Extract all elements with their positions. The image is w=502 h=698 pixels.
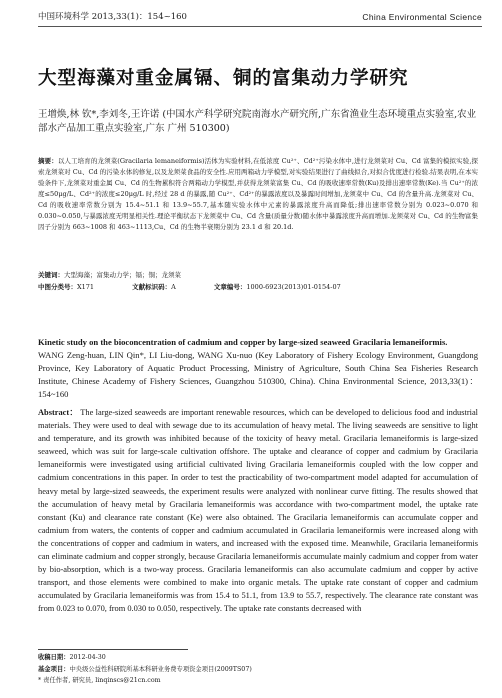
footnote-divider: [38, 649, 188, 650]
abstract-cn-label: 摘要：: [38, 157, 58, 165]
doc-code-label: 文献标识码：: [132, 283, 172, 291]
received-date: [38, 652, 478, 664]
clc-value: X171: [77, 283, 95, 291]
funding: [38, 664, 478, 676]
keywords-cn: [38, 269, 478, 281]
abstract-cn-text: 以人工培育的龙须菜(Gracilaria lemaneiformis)活体为实验材料,在低浓度 Cu²⁺、Cd²⁺污染水体中,进行龙须菜对 Cu、Cd 富集的模拟实验,探索龙须菜对 Cu、Cd 的污染水体的修复,以及龙须菜食品的安全性.应用两箱动力学模型,对实验结果进行了曲线拟合,对拟合优度进行检验.结果表明,在本实验条件下,龙须菜对重金属 Cu、Cd 的生物累积符合两箱动力学模型,并获得龙须菜富集 Cu、Cd 的吸收速率常数(Ku)及排出速率常数(Ke).当 Cu²⁺的浓度≤50μg/L、Cd²⁺的浓度≤20μg/L 时,经过 28 d 的暴露,随 Cu²⁺、Cd²⁺的暴露浓度以及暴露时间增加,龙须菜中 Cu、Cd 的含量升高.龙须菜对 Cu、Cd 的吸收速率常数分别为 15.4~51.1 和 13.9~55.7,基本随实验水体中元素的暴露浓度升高而降低;排出速率常数分别为 0.023~0.070 和 0.030~0.050,与暴露浓度无明显相关性.理论平衡状态下龙须菜中 Cu、Cd 含量(质量分数)随水体中暴露浓度升高而增加.龙须菜对 Cu、Cd 的生物富集因子分别为 663~1008 和 463~1113,Cu、Cd 的生物半衰期分别为 23.1 d 和 20.1d.: [38, 157, 479, 231]
paper-title: 大型海藻对重金属镉、铜的富集动力学研究: [38, 68, 409, 89]
keywords-cn-text: 大型海藻；富集动力学；镉；铜；龙须菜: [64, 271, 181, 279]
abstract-en-text: The large-sized seaweeds are important renewable resources, which can be developed to delicious food and industrial materials. They were used to deal with sewage due to its accumulation of heavy metal. The living seaweeds are sensitive to light and temperature, and its growth was inhibited because of the toxicity of heavy metal. Gracilaria lemaneiformis is large-sized seaweed, which was suit for large-scale cultivation offshore. The uptake and clearance of copper and cadmium by Gracilaria lemaneiformis were investigated using artificial cultivated living Gracilaria lemaneiformis coupled with the low copper and cadmium concentrations in this paper. In order to test the practicability of two-compartment model adapted for accumulation of heavy metal by large-sized seaweeds, the experiment results were analyzed with nonlinear curve fitting. The results showed that the accumulation of heavy metal by Gracilaria lemaneiformis was accordance with two-compartment model, the uptake rate constant (Ku) and clearance rate constant (Ke) were also obtained. The Gracilaria lemaneiformis can accumulate copper and cadmium from waters, the contents of copper and cadmium accumulated in Gracilaria lemaneiformis were increased along with the concentrations of copper and cadmium in waters, and increased with the exposed time. Meanwhile, Gracilaria lemaneiformis can eliminate cadmium and copper strongly, because Gracilaria lemaneiformis accumulate mainly cadmium and copper from water by bio-absorption, which is a two-way process. Gracilaria lemaneiformis can also accumulate cadmium and copper by active transport, and those elements were combined to make into organic metals. The uptake rate constant of copper and cadmium accumulated by Gracilaria lemaneiformis was from 15.4 to 51.1, from 13.9 to 55.7, respectively. The clearance rate constant was from 0.023 to 0.070, from 0.030 to 0.050, respectively. The uptake rate constants decreased with: [38, 408, 478, 614]
journal-issue: 中国环境科学 2013,33(1)：154~160: [38, 12, 187, 22]
classification-row: [38, 281, 478, 293]
english-title: Kinetic study on the bioconcentration of cadmium and copper by large-sized seaweed Gracilaria lemaneiformis.: [38, 337, 448, 347]
abstract-en-label: Abstract：: [38, 408, 79, 417]
keywords-cn-label: 关键词：: [38, 271, 64, 279]
funding-value: 中央级公益性科研院所基本科研业务费专项资金项目(2009TS07): [69, 665, 252, 673]
doc-code-value: A: [171, 283, 176, 291]
received-value: 2012-04-30: [69, 654, 106, 661]
english-authors: WANG Zeng-huan, LIN Qin*, LI Liu-dong, WANG Xu-nuo (Key Laboratory of Fishery Ecology Environment, Guangdong Province, Key Laboratory of Aquatic Product Processing, Ministry of Agriculture, South China Sea Fisheries Research Institute, Chinese Academy of Fishery Sciences, Guangzhou 510300, China). China Environmental Science, 2013,33(1)：154~160: [38, 350, 478, 399]
running-header: [38, 8, 482, 27]
chinese-metadata: [38, 269, 478, 293]
corresponding-author: * 责任作者, 研究员, linqinscs@21cn.com: [38, 677, 161, 684]
footnotes: [38, 652, 478, 687]
chinese-abstract: [38, 156, 478, 233]
english-abstract: [38, 406, 478, 616]
received-label: 收稿日期：: [38, 654, 70, 661]
funding-label: 基金项目：: [38, 665, 70, 673]
clc-label: 中图分类号：: [38, 283, 77, 291]
journal-name-en: China Environmental Science: [362, 12, 482, 22]
article-id-value: 1000-6923(2013)01-0154-07: [246, 283, 341, 291]
article-id-label: 文章编号：: [213, 283, 247, 291]
author-affiliation: 王增焕,林 钦*,李刘冬,王许诺 (中国水产科学研究院南海水产研究所,广东省渔业生态环境重点实验室,农业部水产品加工重点实验室,广东 广州 510300): [38, 109, 477, 134]
